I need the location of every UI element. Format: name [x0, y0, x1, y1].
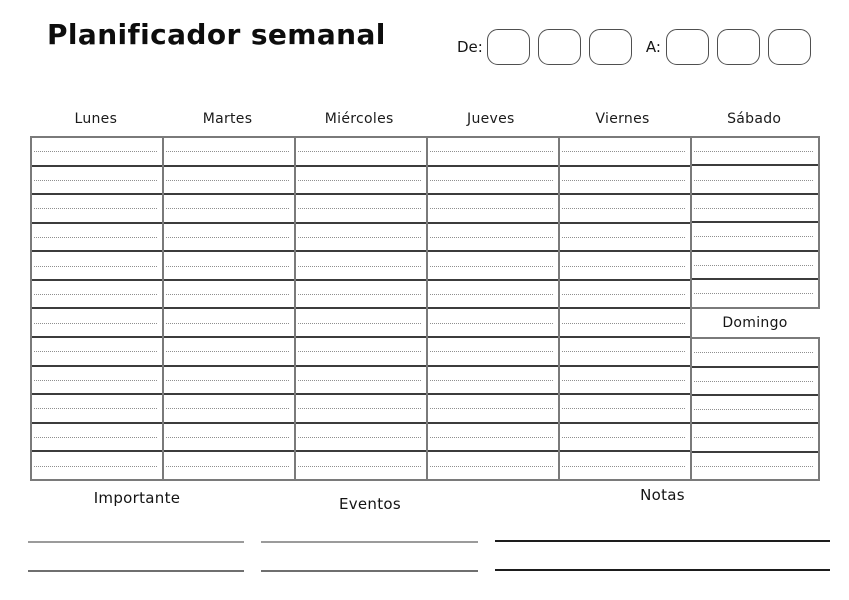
planner-row: [692, 193, 818, 221]
planner-row: [32, 422, 162, 451]
planner-row: [428, 165, 558, 194]
planner-row: [164, 279, 294, 308]
planner-row: [692, 278, 818, 306]
ruled-dotted-line: [562, 237, 685, 238]
planner-row: [560, 336, 690, 365]
ruled-dotted-line: [430, 380, 553, 381]
ruled-dotted-line: [34, 294, 157, 295]
ruled-dotted-line: [166, 237, 289, 238]
ruled-dotted-line: [298, 151, 421, 152]
ruled-dotted-line: [34, 208, 157, 209]
ruled-dotted-line: [166, 208, 289, 209]
ruled-dotted-line: [430, 237, 553, 238]
planner-row: [692, 451, 818, 479]
planner-row: [428, 193, 558, 222]
day-header-viernes: Viernes: [595, 111, 650, 127]
planner-row: [560, 138, 690, 165]
ruled-dotted-line: [430, 408, 553, 409]
ruled-dotted-line: [34, 466, 157, 467]
importante-writing-line-1: [28, 541, 244, 543]
planner-row: [560, 450, 690, 479]
day-header-sabado: Sábado: [727, 111, 782, 127]
planner-row: [560, 165, 690, 194]
date-to-box-3[interactable]: [768, 29, 811, 65]
planner-row: [692, 339, 818, 365]
planner-row: [296, 336, 426, 365]
planner-row: [692, 250, 818, 278]
ruled-dotted-line: [694, 293, 813, 294]
day-column-jueves: [426, 136, 560, 481]
planner-row: [32, 138, 162, 165]
day-column-lunes: [30, 136, 164, 481]
ruled-dotted-line: [298, 380, 421, 381]
ruled-dotted-line: [562, 208, 685, 209]
day-column-martes: [162, 136, 296, 481]
ruled-dotted-line: [34, 237, 157, 238]
planner-row: [164, 422, 294, 451]
planner-row: [164, 138, 294, 165]
planner-row: [164, 336, 294, 365]
notas-label: Notas: [640, 486, 685, 504]
notas-writing-line-2: [495, 569, 830, 571]
ruled-dotted-line: [694, 236, 813, 237]
planner-row: [428, 250, 558, 279]
ruled-dotted-line: [694, 265, 813, 266]
ruled-dotted-line: [166, 151, 289, 152]
ruled-dotted-line: [34, 437, 157, 438]
ruled-dotted-line: [34, 151, 157, 152]
ruled-dotted-line: [166, 323, 289, 324]
planner-row: [296, 222, 426, 251]
ruled-dotted-line: [430, 351, 553, 352]
planner-row: [296, 393, 426, 422]
eventos-writing-line-2: [261, 570, 478, 572]
planner-row: [32, 222, 162, 251]
day-header-lunes: Lunes: [74, 111, 118, 127]
planner-row: [164, 307, 294, 336]
ruled-dotted-line: [166, 351, 289, 352]
ruled-dotted-line: [694, 409, 813, 410]
ruled-dotted-line: [34, 380, 157, 381]
planner-row: [32, 250, 162, 279]
planner-row: [428, 393, 558, 422]
ruled-dotted-line: [166, 437, 289, 438]
ruled-dotted-line: [166, 180, 289, 181]
day-header-miercoles: Miércoles: [324, 111, 394, 127]
planner-row: [560, 250, 690, 279]
day-column-viernes: [558, 136, 692, 481]
ruled-dotted-line: [562, 380, 685, 381]
date-range: [457, 27, 811, 67]
planner-row: [164, 450, 294, 479]
ruled-dotted-line: [562, 180, 685, 181]
ruled-dotted-line: [298, 408, 421, 409]
planner-row: [560, 222, 690, 251]
ruled-dotted-line: [562, 351, 685, 352]
ruled-dotted-line: [430, 266, 553, 267]
planner-row: [692, 164, 818, 192]
planner-row: [692, 138, 818, 164]
ruled-dotted-line: [562, 151, 685, 152]
ruled-dotted-line: [298, 437, 421, 438]
ruled-dotted-line: [430, 294, 553, 295]
saturday-block: [690, 136, 820, 309]
ruled-dotted-line: [430, 180, 553, 181]
planner-row: [560, 393, 690, 422]
ruled-dotted-line: [562, 466, 685, 467]
week-grid: [30, 136, 820, 481]
ruled-dotted-line: [298, 294, 421, 295]
ruled-dotted-line: [298, 208, 421, 209]
importante-writing-line-2: [28, 570, 244, 572]
ruled-dotted-line: [430, 323, 553, 324]
ruled-dotted-line: [298, 351, 421, 352]
ruled-dotted-line: [430, 151, 553, 152]
planner-row: [296, 450, 426, 479]
day-column-sabado-domingo: [690, 136, 820, 481]
planner-row: [32, 450, 162, 479]
ruled-dotted-line: [34, 408, 157, 409]
day-header-jueves: Jueves: [467, 111, 515, 127]
planner-row: [560, 193, 690, 222]
planner-row: [560, 307, 690, 336]
eventos-label: Eventos: [338, 495, 402, 513]
planner-row: [428, 365, 558, 394]
planner-row: [692, 422, 818, 450]
planner-row: [560, 279, 690, 308]
planner-row: [296, 365, 426, 394]
ruled-dotted-line: [694, 208, 813, 209]
date-from-box-2[interactable]: [538, 29, 581, 65]
planner-row: [32, 393, 162, 422]
ruled-dotted-line: [562, 408, 685, 409]
ruled-dotted-line: [34, 180, 157, 181]
ruled-dotted-line: [298, 180, 421, 181]
ruled-dotted-line: [562, 437, 685, 438]
planner-row: [32, 307, 162, 336]
planner-row: [428, 336, 558, 365]
ruled-dotted-line: [166, 466, 289, 467]
ruled-dotted-line: [34, 351, 157, 352]
planner-row: [296, 165, 426, 194]
ruled-dotted-line: [166, 294, 289, 295]
planner-row: [32, 365, 162, 394]
ruled-dotted-line: [34, 266, 157, 267]
ruled-dotted-line: [430, 466, 553, 467]
date-from-box-3[interactable]: [589, 29, 632, 65]
planner-row: [164, 193, 294, 222]
planner-row: [560, 365, 690, 394]
notas-writing-line-1: [495, 540, 830, 542]
ruled-dotted-line: [298, 323, 421, 324]
ruled-dotted-line: [166, 408, 289, 409]
ruled-dotted-line: [430, 208, 553, 209]
ruled-dotted-line: [694, 180, 813, 181]
planner-row: [296, 193, 426, 222]
date-from-box-1[interactable]: [487, 29, 530, 65]
date-to-box-2[interactable]: [717, 29, 760, 65]
ruled-dotted-line: [298, 237, 421, 238]
ruled-dotted-line: [694, 151, 813, 152]
planner-row: [164, 393, 294, 422]
page-title: Planificador semanal: [47, 18, 386, 51]
ruled-dotted-line: [430, 437, 553, 438]
ruled-dotted-line: [694, 381, 813, 382]
ruled-dotted-line: [298, 466, 421, 467]
ruled-dotted-line: [694, 466, 813, 467]
ruled-dotted-line: [298, 266, 421, 267]
planner-row: [296, 138, 426, 165]
ruled-dotted-line: [34, 323, 157, 324]
planner-row: [32, 336, 162, 365]
planner-row: [296, 279, 426, 308]
planner-row: [428, 138, 558, 165]
ruled-dotted-line: [166, 266, 289, 267]
sunday-header: Domingo: [722, 314, 788, 331]
planner-row: [428, 307, 558, 336]
planner-row: [32, 279, 162, 308]
planner-row: [692, 366, 818, 394]
ruled-dotted-line: [694, 437, 813, 438]
planner-row: [296, 250, 426, 279]
ruled-dotted-line: [694, 352, 813, 353]
eventos-writing-line-1: [261, 541, 478, 543]
day-column-miercoles: [294, 136, 428, 481]
planner-row: [428, 279, 558, 308]
planner-row: [560, 422, 690, 451]
ruled-dotted-line: [166, 380, 289, 381]
planner-row: [296, 307, 426, 336]
planner-row: [428, 422, 558, 451]
planner-row: [692, 221, 818, 249]
planner-row: [164, 165, 294, 194]
planner-row: [692, 394, 818, 422]
planner-row: [428, 222, 558, 251]
planner-row: [428, 450, 558, 479]
planner-row: [32, 193, 162, 222]
planner-row: [164, 365, 294, 394]
ruled-dotted-line: [562, 294, 685, 295]
date-from-label: De:: [457, 38, 483, 56]
planner-row: [32, 165, 162, 194]
day-header-martes: Martes: [202, 111, 253, 127]
planner-row: [296, 422, 426, 451]
ruled-dotted-line: [562, 266, 685, 267]
sunday-block: [690, 337, 820, 481]
date-to-box-1[interactable]: [666, 29, 709, 65]
importante-label: Importante: [93, 489, 181, 507]
planner-row: [164, 250, 294, 279]
ruled-dotted-line: [562, 323, 685, 324]
date-to-label: A:: [645, 38, 661, 56]
planner-row: [164, 222, 294, 251]
day-headers: [30, 111, 820, 127]
